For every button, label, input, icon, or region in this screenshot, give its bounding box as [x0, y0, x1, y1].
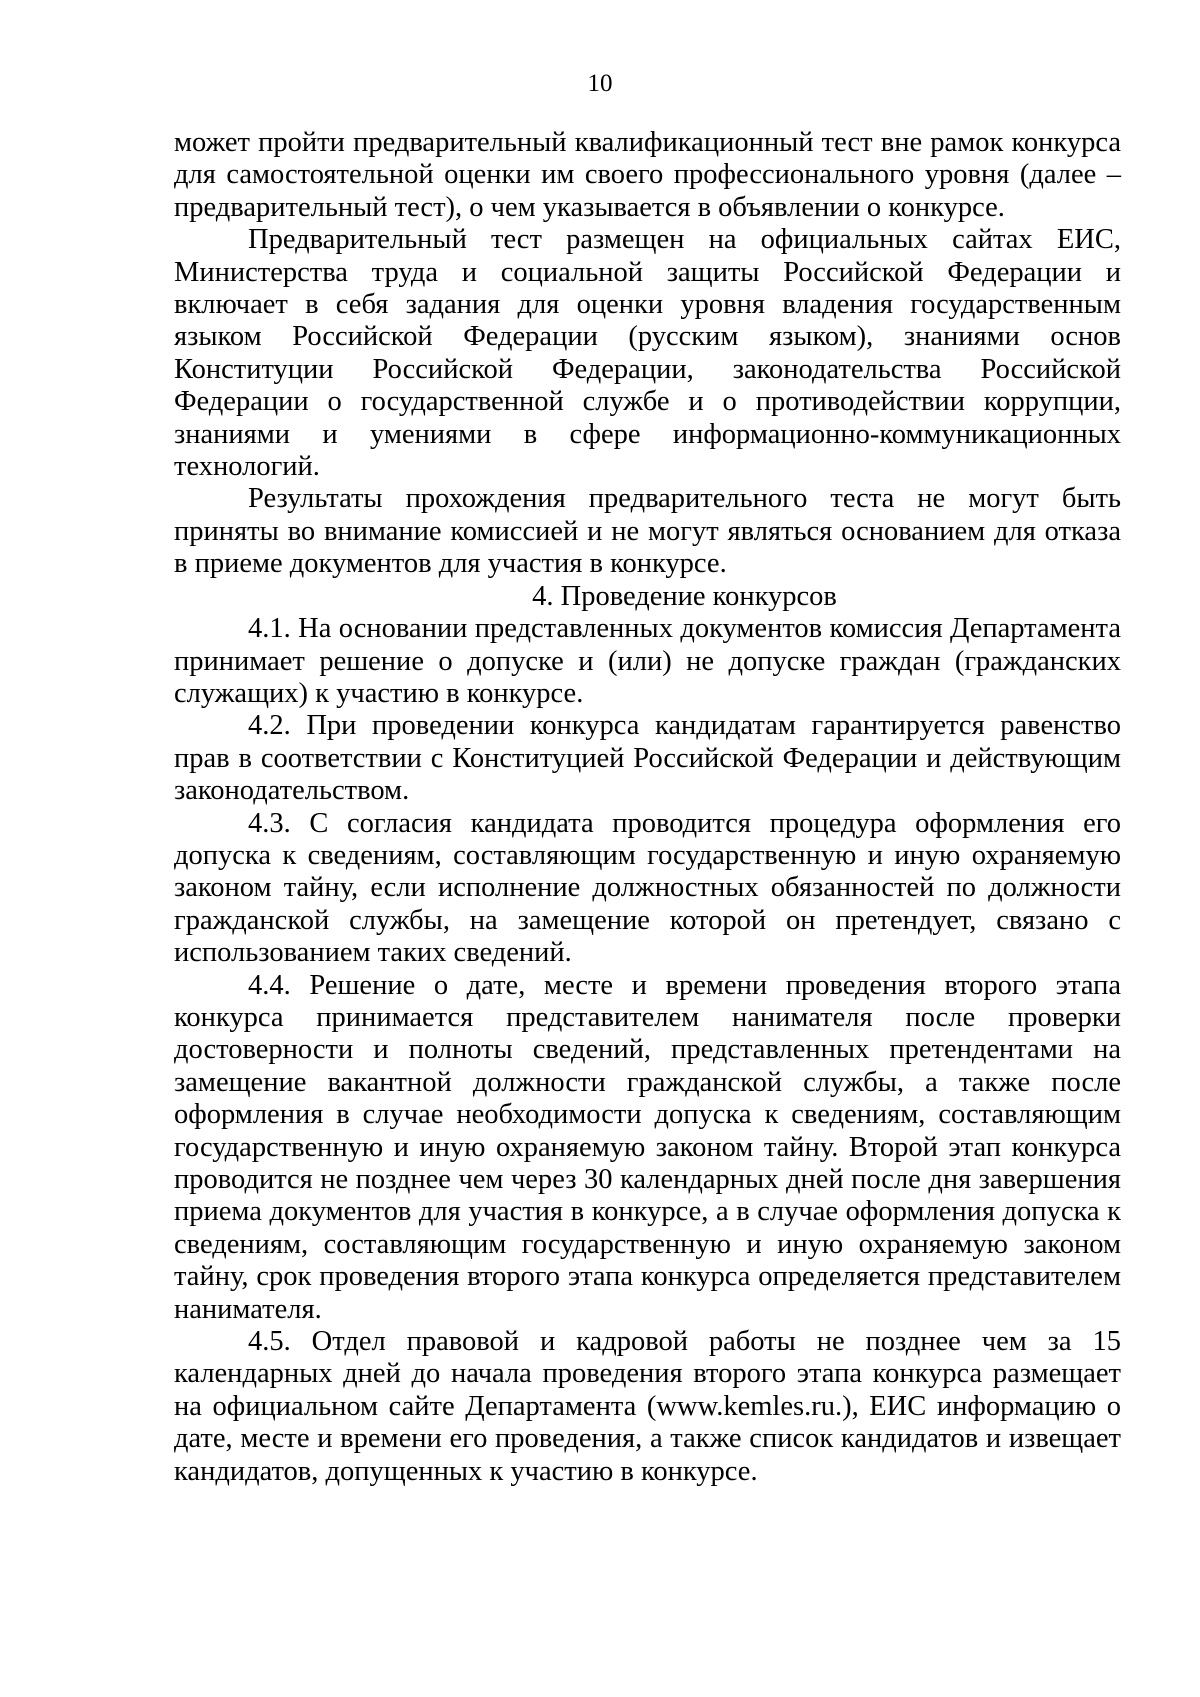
paragraph-preliminary-test: Предварительный тест размещен на официальных сайтах ЕИС, Министерства труда и социальной защиты Российской Федерации и включает в себя задания для оценки уровня владения государственным языком Российской Федерации (русским языком), знаниями основ Конституции Российской Федерации, законодательства Российской Федерации о государственной службе и о противодействии коррупции, знаниями и умениями в сфере информационно-коммуникационных технологий. — [174, 224, 1121, 483]
paragraph-4-4: 4.4. Решение о дате, месте и времени проведения второго этапа конкурса принимается представителем нанимателя после проверки достоверности и полноты сведений, представленных претендентами на замещение вакантной должности гражданской службы, а также после оформления в случае необходимости допуска к сведениям, составляющим государственную и иную охраняемую законом тайну. Второй этап конкурса проводится не позднее чем через 30 календарных дней после дня завершения приема документов для участия в конкурсе, а в случае оформления допуска к сведениям, составляющим государственную и иную охраняемую законом тайну, срок проведения второго этапа конкурса определяется представителем нанимателя. — [174, 969, 1121, 1325]
paragraph-continuation: может пройти предварительный квалификационный тест вне рамок конкурса для самостоятельной оценки им своего профессионального уровня (далее – предварительный тест), о чем указывается в объявлении о конкурсе. — [174, 127, 1121, 223]
paragraph-test-results: Результаты прохождения предварительного теста не могут быть приняты во внимание комиссией и не могут являться основанием для отказа в приеме документов для участия в конкурсе. — [174, 483, 1121, 580]
paragraph-4-3: 4.3. С согласия кандидата проводится процедура оформления его допуска к сведениям, составляющим государственную и иную охраняемую законом тайну, если исполнение должностных обязанностей по должности гражданской службы, на замещение которой он претендует, связано с использованием таких сведений. — [174, 807, 1121, 969]
page-number: 10 — [587, 70, 613, 97]
section-heading: 4. Проведение конкурсов — [532, 580, 837, 612]
paragraph-4-5: 4.5. Отдел правовой и кадровой работы не позднее чем за 15 календарных дней до начала проведения второго этапа конкурса размещает на официальном сайте Департамента (www.kemles.ru.), ЕИС информацию о дате, месте и времени его проведения, а также список кандидатов и извещает кандидатов, допущенных к участию в конкурсе. — [174, 1326, 1121, 1487]
paragraph-4-2: 4.2. При проведении конкурса кандидатам гарантируется равенство прав в соответствии с Конституцией Российской Федерации и действующим законодательством. — [174, 710, 1121, 807]
paragraph-4-1: 4.1. На основании представленных документов комиссия Департамента принимает решение о допуске и (или) не допуске граждан (гражданских служащих) к участию в конкурсе. — [174, 613, 1121, 709]
document-body — [174, 127, 1121, 1488]
